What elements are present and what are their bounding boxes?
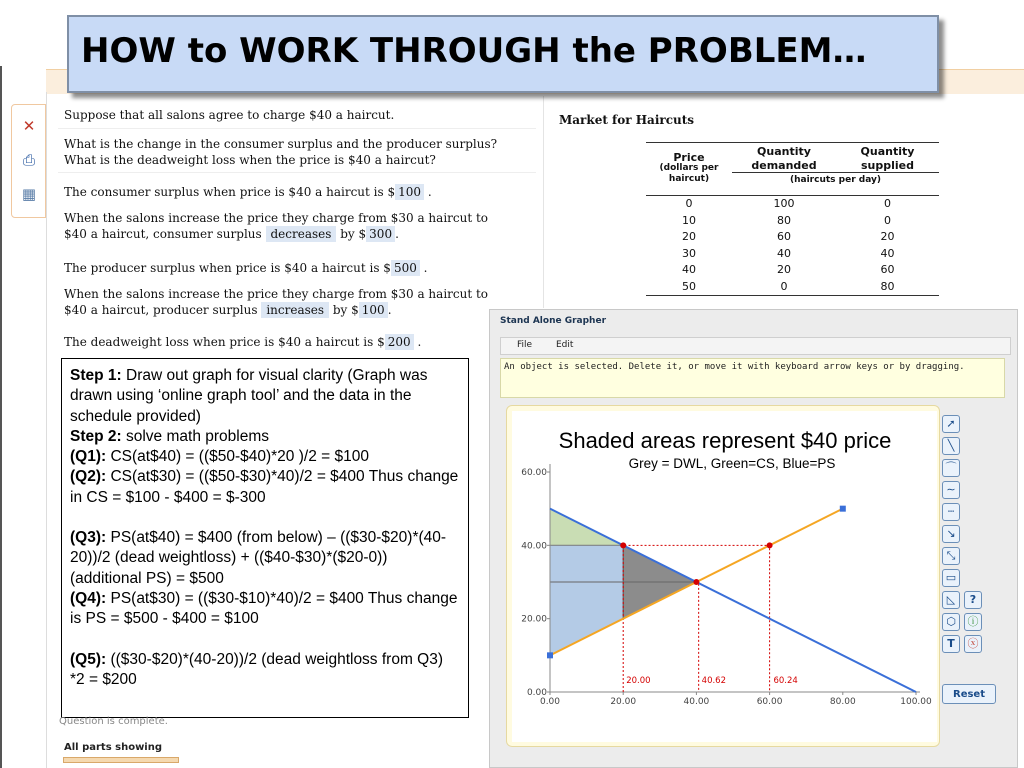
menu-file[interactable]: File xyxy=(517,340,533,350)
step1-label: Step 1: xyxy=(70,367,122,384)
table-cell: 40 xyxy=(880,246,895,260)
table-body xyxy=(646,196,939,295)
y-tick-label: 0.00 xyxy=(526,688,547,698)
table-cell: 60 xyxy=(880,263,895,276)
guide-point xyxy=(767,542,773,548)
cs-change-text: When the salons increase the price they charge from $30 a haircut to $40 a haircut, consumer surplus xyxy=(64,211,489,241)
marker-label: 60.24 xyxy=(773,676,798,686)
drawing-toolbar xyxy=(942,415,979,715)
x-tick-label: 0.00 xyxy=(539,697,561,707)
graph-heading: Shaded areas represent $40 price xyxy=(558,428,892,453)
ps-answer[interactable]: 500 xyxy=(391,260,420,276)
equilibrium-point xyxy=(693,579,699,585)
step2-label: Step 2: xyxy=(70,427,122,445)
table-cell: 0 xyxy=(884,213,891,227)
vector-tool-icon[interactable]: ↘ xyxy=(942,525,960,543)
completion-status: Question is complete. xyxy=(59,716,168,727)
cs-answer[interactable]: 100 xyxy=(395,184,424,200)
table-cell: 80 xyxy=(880,279,895,293)
q4-label: (Q4): xyxy=(70,589,107,607)
cs-text: The consumer surplus when price is $40 a haircut is $ xyxy=(64,185,396,199)
quantity-unit: (haircuts per day) xyxy=(790,175,881,185)
question-intro: Suppose that all salons agree to charge $40 a haircut. xyxy=(64,108,395,122)
ps-change-direction[interactable]: increases xyxy=(261,302,329,318)
page-title: HOW to WORK THROUGH the PROBLEM… xyxy=(81,31,867,71)
window-edge xyxy=(0,66,2,768)
close-x-icon[interactable]: ✕ xyxy=(22,117,36,135)
price-unit: (dollars per haircut) xyxy=(659,163,719,184)
cs-change-direction[interactable]: decreases xyxy=(266,226,337,242)
dwl-text: The deadweight loss when price is $40 a haircut is $ xyxy=(64,335,385,349)
table-cell: 40 xyxy=(777,246,791,260)
question-prompt: What is the change in the consumer surplus and the producer surplus? What is the deadweight loss when the price is $40 a haircut? xyxy=(64,137,498,167)
ps-change-text: When the salons increase the price they charge from $30 a haircut to $40 a haircut, producer surplus xyxy=(64,287,489,317)
table-cell: 20 xyxy=(777,263,791,276)
qs-header: Quantity supplied xyxy=(836,143,939,173)
price-header: Price xyxy=(673,151,705,164)
q3-text: PS(at$40) = $400 (from below) – (($30-$20)*(40-20))/2 (dead weightloss) + (($40-$30)*($20-0)) (additional PS) = $500 xyxy=(70,529,447,587)
calculator-icon[interactable]: ▦ xyxy=(21,185,37,203)
ps-change-line: When the salons increase the price they charge from $30 a haircut to $40 a haircut, producer surplus increases by $ 100 . xyxy=(64,287,489,317)
supply-endpoint-handle xyxy=(840,506,846,512)
table-cell: 20 xyxy=(880,230,895,243)
delete-icon[interactable]: ⓧ xyxy=(964,635,982,653)
table-row xyxy=(646,229,939,246)
graph-panel xyxy=(506,405,940,747)
table-row xyxy=(646,213,939,230)
curve-tool-icon[interactable]: ⌒ xyxy=(942,459,960,477)
rectangle-tool-icon[interactable]: ▭ xyxy=(942,569,960,587)
reset-button[interactable]: Reset xyxy=(942,684,996,704)
table-cell: 40 xyxy=(682,263,696,276)
info-icon[interactable]: ⓘ xyxy=(964,613,982,631)
cs-change-answer[interactable]: 300 xyxy=(366,226,395,242)
table-cell: 0 xyxy=(780,279,788,293)
line-tool-icon[interactable]: ╲ xyxy=(942,437,960,455)
producer-surplus-area xyxy=(550,545,623,655)
grapher-title: Stand Alone Grapher xyxy=(500,316,607,326)
ps-line: The producer surplus when price is $40 a haircut is $ 500 . xyxy=(64,261,428,275)
table-cell: 30 xyxy=(682,246,696,260)
q3-label: (Q3): xyxy=(70,529,107,547)
x-tick-label: 100.00 xyxy=(900,697,932,707)
dwl-line: The deadweight loss when price is $40 a haircut is $ 200 . xyxy=(64,335,422,349)
table-cell: 80 xyxy=(777,213,791,227)
x-tick-label: 20.00 xyxy=(610,697,637,707)
market-table-title: Market for Haircuts xyxy=(559,113,695,127)
graph-canvas[interactable] xyxy=(512,411,937,742)
table-cell: 60 xyxy=(777,230,791,243)
table-cell: 20 xyxy=(682,230,696,243)
all-parts-label: All parts showing xyxy=(64,742,163,753)
q1-text: CS(at$40) = (($50-$40)*20 )/2 = $100 xyxy=(106,448,369,466)
column-divider xyxy=(543,96,544,308)
table-row xyxy=(646,262,939,279)
triangle-tool-icon[interactable]: ◺ xyxy=(942,591,960,609)
table-row xyxy=(646,279,939,296)
table-row xyxy=(646,196,939,213)
guide-point xyxy=(620,542,626,548)
graph-subheading: Grey = DWL, Green=CS, Blue=PS xyxy=(628,456,836,471)
table-subheader xyxy=(646,163,939,196)
title-banner xyxy=(67,15,939,93)
table-cell: 100 xyxy=(773,197,795,210)
solution-steps-box xyxy=(61,358,469,718)
status-message: An object is selected. Delete it, or move it with keyboard arrow keys or by dragging. xyxy=(500,358,1005,398)
x-tick-label: 40.00 xyxy=(683,697,710,707)
side-tool-panel xyxy=(11,104,46,218)
table-cell: 0 xyxy=(685,197,693,210)
q2-label: (Q2): xyxy=(70,468,107,486)
grapher-window xyxy=(489,309,1018,768)
q4-text: PS(at$30) = (($30-$10)*40)/2 = $400 Thus change is PS = $500 - $400 = $100 xyxy=(70,589,458,628)
cs-by-text: by $ xyxy=(340,227,367,241)
q1-label: (Q1): xyxy=(70,448,107,466)
arrow-tool-icon[interactable]: ⤡ xyxy=(942,547,960,565)
market-table xyxy=(646,142,939,296)
divider xyxy=(58,128,536,129)
q5-text: (($30-$20)*(40-20))/2 (dead weightloss from Q3) *2 = $200 xyxy=(70,650,444,688)
q2-text: CS(at$30) = (($50-$30)*40)/2 = $400 Thus change in CS = $100 - $400 = $-300 xyxy=(70,468,459,506)
y-tick-label: 20.00 xyxy=(521,614,547,625)
ps-change-answer[interactable]: 100 xyxy=(359,302,388,318)
table-row xyxy=(646,246,939,263)
select-arrow-icon[interactable]: ➚ xyxy=(942,415,960,433)
table-cell: 10 xyxy=(682,213,696,227)
help-icon[interactable]: ? xyxy=(964,591,982,609)
supply-endpoint-handle xyxy=(547,652,553,658)
x-tick-label: 80.00 xyxy=(829,697,856,707)
cs-line: The consumer surplus when price is $40 a haircut is $ 100 . xyxy=(64,185,432,199)
cs-change-line: When the salons increase the price they charge from $30 a haircut to $40 a haircut, consumer surplus decreases by $ 300 . xyxy=(64,211,489,241)
marker-label: 20.00 xyxy=(626,676,651,686)
table-cell: 50 xyxy=(682,279,696,293)
qd-header: Quantity demanded xyxy=(732,143,836,173)
menu-bar xyxy=(500,337,1011,355)
menu-edit[interactable]: Edit xyxy=(556,340,574,350)
q5-label: (Q5): xyxy=(70,650,107,668)
divider xyxy=(58,172,536,173)
ps-text: The producer surplus when price is $40 a haircut is $ xyxy=(64,261,391,275)
freehand-tool-icon[interactable]: ∼ xyxy=(942,481,960,499)
dotted-line-tool-icon[interactable]: ┄ xyxy=(942,503,960,521)
y-tick-label: 60.00 xyxy=(521,468,547,478)
polygon-tool-icon[interactable]: ⬡ xyxy=(942,613,960,631)
progress-bar xyxy=(63,757,179,763)
graph-svg[interactable] xyxy=(512,411,937,742)
print-icon[interactable]: ⎙ xyxy=(22,151,35,169)
y-tick-label: 40.00 xyxy=(521,541,547,552)
table-cell: 0 xyxy=(884,197,891,210)
step2-text: solve math problems xyxy=(121,427,269,445)
step1-text: Draw out graph for visual clarity (Graph was drawn using ‘online graph tool’ and the data in the schedule provided) xyxy=(70,367,428,425)
ps-by-text: by $ xyxy=(332,303,359,317)
marker-label: 40.62 xyxy=(701,676,727,686)
dwl-answer[interactable]: 200 xyxy=(385,334,414,350)
text-tool-icon[interactable]: T xyxy=(942,635,960,653)
x-tick-label: 60.00 xyxy=(756,697,783,707)
